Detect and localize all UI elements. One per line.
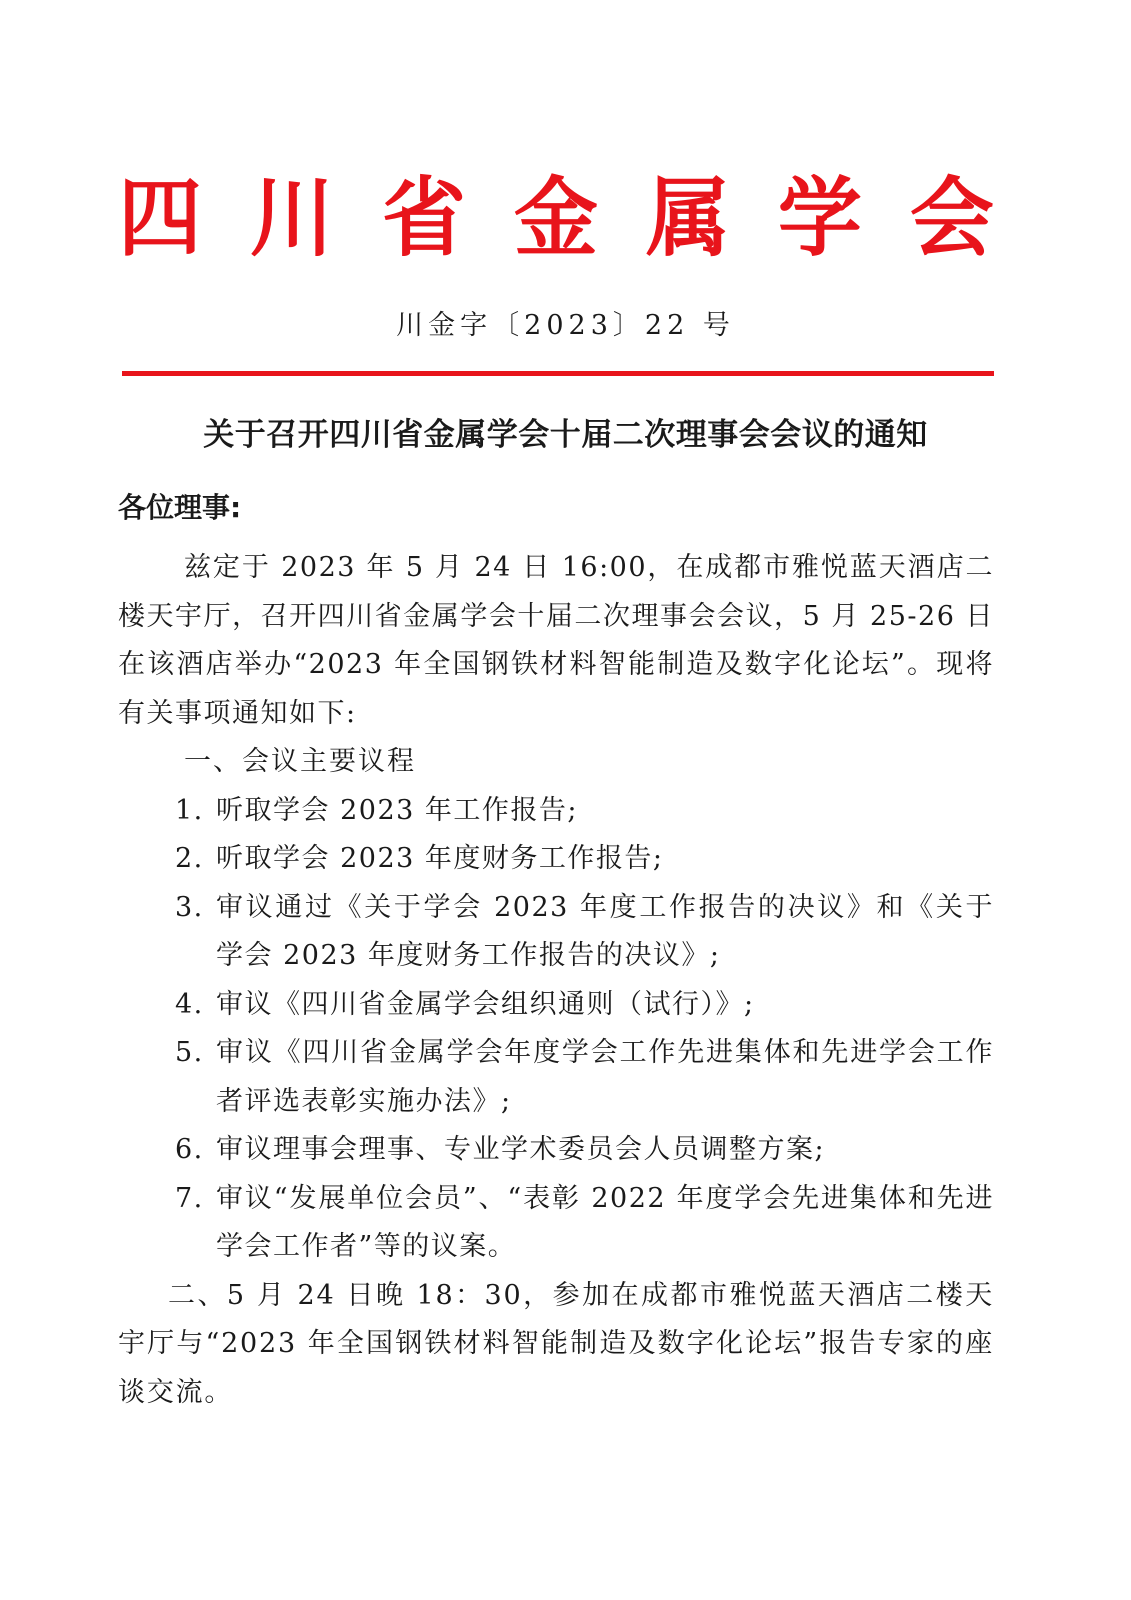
agenda-item-number: 7.	[175, 1182, 204, 1214]
agenda-item	[118, 981, 994, 1030]
agenda-item	[118, 1126, 994, 1175]
letterhead-char: 学	[777, 168, 862, 268]
letterhead-char: 省	[381, 168, 466, 268]
agenda-item-number: 4.	[175, 988, 204, 1020]
agenda-item	[118, 835, 994, 884]
letterhead-char: 属	[645, 168, 730, 268]
agenda-item-number: 3.	[175, 891, 204, 923]
letterhead-char: 川	[249, 168, 334, 268]
section-heading-agenda: 一、会议主要议程	[184, 746, 416, 777]
agenda-item-text: 听取学会 2023 年工作报告;	[216, 794, 578, 826]
agenda-item	[118, 1175, 994, 1272]
agenda-item-number: 2.	[175, 843, 204, 874]
agenda-item-number: 1.	[175, 794, 204, 826]
agenda-item	[118, 884, 994, 981]
agenda-item-number: 5.	[175, 1037, 204, 1068]
agenda-item-text: 审议理事会理事、专业学术委员会人员调整方案;	[216, 1134, 826, 1165]
agenda-item-text: 审议《四川省金属学会组织通则（试行）》;	[216, 988, 755, 1020]
agenda-item-text: 审议“发展单位会员”、“表彰 2022 年度学会先进集体和先进学会工作者”等的议案。	[216, 1182, 994, 1262]
letterhead-char: 四	[118, 168, 203, 268]
agenda-item-text: 审议《四川省金属学会年度学会工作先进集体和先进学会工作者评选表彰实施办法》;	[216, 1037, 994, 1117]
intro-paragraph: 兹定于 2023 年 5 月 24 日 16:00，在成都市雅悦蓝天酒店二楼天宇厅，召开四川省金属学会十届二次理事会会议，5 月 25-26 日在该酒店举办“2023 年全国钢铁材料智能制造及数字化论坛”。现将有关事项通知如下:	[118, 552, 994, 729]
notice-body	[118, 544, 994, 1417]
agenda-item-text: 听取学会 2023 年度财务工作报告;	[216, 843, 664, 874]
salutation: 各位理事:	[118, 491, 242, 524]
agenda-item-number: 6.	[175, 1134, 204, 1165]
agenda-item-text: 审议通过《关于学会 2023 年度工作报告的决议》和《关于学会 2023 年度财务工作报告的决议》;	[216, 891, 994, 971]
organization-letterhead	[118, 168, 994, 268]
letterhead-char: 会	[909, 168, 994, 268]
letterhead-char: 金	[513, 168, 598, 268]
document-number: 川金字〔2023〕22 号	[396, 310, 735, 341]
agenda-item	[118, 1029, 994, 1126]
agenda-list	[118, 787, 994, 1272]
section-two-paragraph: 二、5 月 24 日晚 18：30，参加在成都市雅悦蓝天酒店二楼天宇厅与“2023 年全国钢铁材料智能制造及数字化论坛”报告专家的座谈交流。	[118, 1279, 994, 1408]
notice-title: 关于召开四川省金属学会十届二次理事会会议的通知	[203, 417, 928, 453]
agenda-item	[118, 787, 994, 836]
red-divider	[122, 371, 994, 376]
